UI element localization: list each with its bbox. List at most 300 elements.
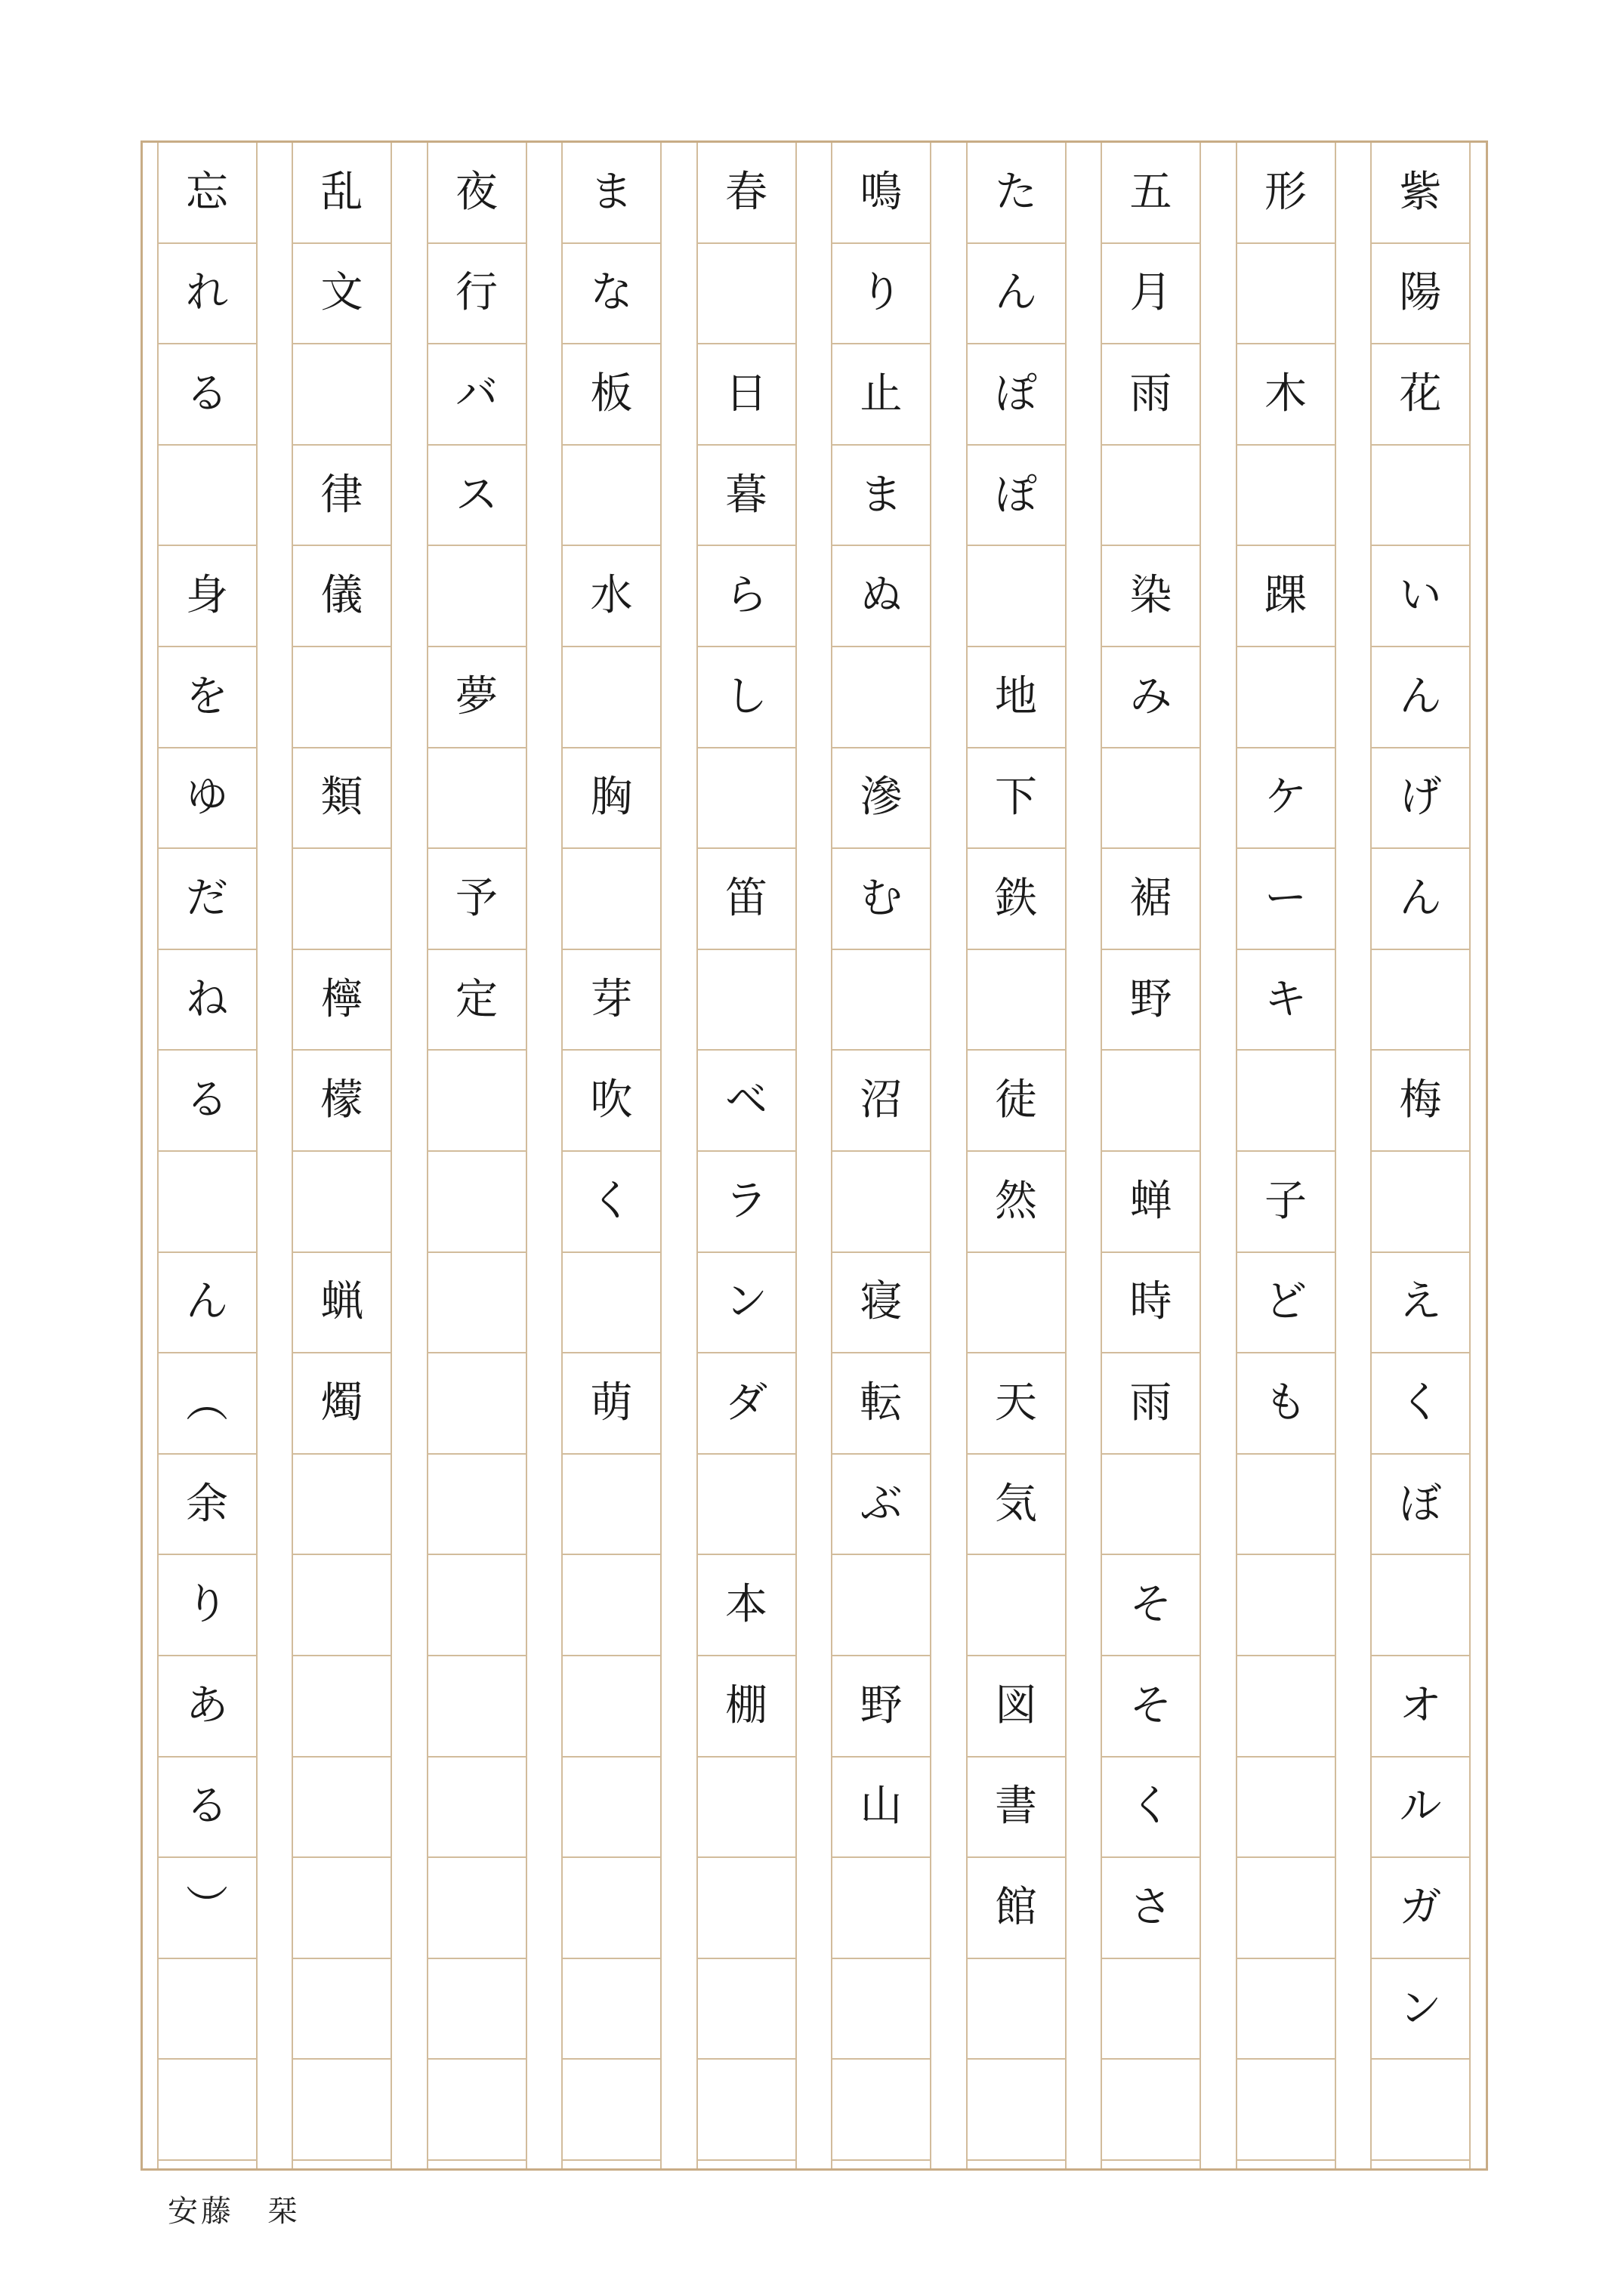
grid-cell: [1237, 1959, 1335, 2060]
grid-cell: [968, 849, 1065, 950]
grid-cell: [159, 1051, 256, 1152]
grid-cell: [968, 2060, 1065, 2161]
cell-character: だ: [186, 873, 228, 923]
grid-cell: [1102, 546, 1199, 647]
cell-character: 乱: [320, 167, 363, 217]
cell-character: 類: [320, 773, 363, 822]
grid-cell: [832, 748, 930, 850]
grid-cell: [1372, 849, 1469, 950]
grid-cell: [428, 748, 526, 850]
manuscript-grid: [140, 140, 1488, 2171]
cell-character: く: [1399, 1378, 1442, 1427]
grid-cell: [563, 1555, 660, 1656]
grid-cell: [968, 647, 1065, 748]
grid-cell: [1237, 1858, 1335, 1959]
grid-cell: [159, 1152, 256, 1253]
cell-character: 身: [186, 571, 228, 621]
grid-cell: [1237, 1555, 1335, 1656]
grid-cell: [1372, 546, 1469, 647]
grid-cell: [428, 1555, 526, 1656]
grid-cell: [698, 1051, 795, 1152]
grid-cell: [832, 546, 930, 647]
grid-cell: [698, 546, 795, 647]
grid-cell: [832, 1051, 930, 1152]
grid-cell: [1372, 647, 1469, 748]
author-name: 安藤 栞: [168, 2194, 301, 2229]
cell-character: な: [590, 268, 633, 318]
grid-cell: [698, 446, 795, 547]
grid-cell: [293, 647, 391, 748]
grid-cell: [563, 344, 660, 446]
cell-character: 燭: [320, 1378, 363, 1427]
grid-cell: [968, 1051, 1065, 1152]
grid-cell: [563, 143, 660, 244]
cell-character: た: [995, 167, 1037, 217]
grid-cell: [1372, 446, 1469, 547]
grid-cell: [563, 446, 660, 547]
cell-character: る: [186, 369, 228, 418]
grid-cell: [698, 244, 795, 345]
grid-cell: [698, 1253, 795, 1354]
grid-column: [561, 143, 662, 2168]
grid-cell: [1372, 244, 1469, 345]
grid-cell: [1102, 446, 1199, 547]
grid-cell: [968, 546, 1065, 647]
grid-cell: [832, 849, 930, 950]
cell-character: 定: [455, 974, 498, 1024]
grid-column: [1236, 143, 1336, 2168]
cell-character: ぶ: [860, 1479, 903, 1529]
grid-cell: [1237, 446, 1335, 547]
cell-character: 踝: [1264, 571, 1307, 621]
cell-character: れ: [186, 268, 228, 318]
grid-cell: [293, 1353, 391, 1455]
cell-character: み: [1129, 671, 1172, 721]
grid-cell: [428, 950, 526, 1051]
grid-cell: [698, 1858, 795, 1959]
grid-cell: [563, 2060, 660, 2161]
cell-character: る: [186, 1076, 228, 1125]
grid-cell: [563, 546, 660, 647]
grid-cell: [428, 1959, 526, 2060]
cell-character: る: [186, 1782, 228, 1832]
cell-character: 時: [1129, 1277, 1172, 1327]
grid-cell: [698, 2060, 795, 2161]
grid-cell: [832, 2060, 930, 2161]
cell-character: 止: [860, 369, 903, 418]
grid-cell: [293, 950, 391, 1051]
grid-cell: [159, 1555, 256, 1656]
grid-cell: [968, 143, 1065, 244]
grid-cell: [698, 647, 795, 748]
cell-character: 図: [995, 1680, 1037, 1730]
cell-character: ︶: [186, 1882, 228, 1932]
grid-cell: [293, 1656, 391, 1758]
grid-cell: [832, 143, 930, 244]
grid-cell: [563, 244, 660, 345]
cell-character: ま: [590, 167, 633, 217]
grid-cell: [428, 1051, 526, 1152]
grid-cell: [563, 1455, 660, 1556]
grid-cell: [159, 1656, 256, 1758]
cell-character: も: [1264, 1378, 1307, 1427]
cell-character: 笛: [725, 873, 767, 923]
grid-cell: [428, 446, 526, 547]
grid-cell: [698, 950, 795, 1051]
grid-cell: [293, 1858, 391, 1959]
grid-cell: [293, 849, 391, 950]
grid-cell: [1102, 1656, 1199, 1758]
grid-cell: [968, 1656, 1065, 1758]
grid-cell: [968, 950, 1065, 1051]
cell-character: バ: [455, 369, 498, 418]
grid-cell: [698, 1555, 795, 1656]
cell-character: 野: [860, 1680, 903, 1730]
cell-character: 夜: [455, 167, 498, 217]
grid-cell: [159, 2060, 256, 2161]
cell-character: 鉄: [995, 873, 1037, 923]
cell-character: ー: [1264, 873, 1307, 923]
grid-column: [427, 143, 527, 2168]
grid-cell: [1372, 2060, 1469, 2161]
grid-cell: [293, 1455, 391, 1556]
grid-cell: [1372, 344, 1469, 446]
grid-cell: [1102, 1959, 1199, 2060]
cell-character: 棚: [725, 1680, 767, 1730]
grid-cell: [563, 647, 660, 748]
grid-cell: [428, 244, 526, 345]
cell-character: 律: [320, 470, 363, 520]
cell-character: ん: [1399, 873, 1442, 923]
grid-cell: [698, 1152, 795, 1253]
grid-cell: [563, 1051, 660, 1152]
grid-cell: [563, 1253, 660, 1354]
grid-cell: [159, 1455, 256, 1556]
grid-cell: [968, 244, 1065, 345]
grid-column: [292, 143, 392, 2168]
grid-cell: [832, 1455, 930, 1556]
grid-cell: [698, 1758, 795, 1859]
grid-cell: [1237, 647, 1335, 748]
cell-character: 吹: [590, 1076, 633, 1125]
grid-cell: [159, 546, 256, 647]
grid-cell: [293, 1758, 391, 1859]
cell-character: 徒: [995, 1076, 1037, 1125]
grid-cell: [968, 1152, 1065, 1253]
grid-cell: [1102, 2060, 1199, 2161]
grid-cell: [698, 1455, 795, 1556]
grid-cell: [428, 1353, 526, 1455]
grid-cell: [1372, 1152, 1469, 1253]
grid-cell: [428, 849, 526, 950]
grid-cell: [428, 1253, 526, 1354]
cell-character: 裾: [1129, 873, 1172, 923]
grid-cell: [1237, 1353, 1335, 1455]
grid-cell: [1372, 143, 1469, 244]
grid-cell: [1237, 1656, 1335, 1758]
grid-cell: [159, 1353, 256, 1455]
cell-character: 下: [995, 773, 1037, 822]
grid-cell: [293, 1555, 391, 1656]
cell-character: そ: [1129, 1580, 1172, 1630]
grid-cell: [293, 143, 391, 244]
grid-cell: [293, 446, 391, 547]
cell-character: 寝: [860, 1277, 903, 1327]
cell-character: 本: [725, 1580, 767, 1630]
grid-cell: [968, 344, 1065, 446]
cell-character: 忘: [186, 167, 228, 217]
grid-cell: [1237, 344, 1335, 446]
grid-cell: [159, 244, 256, 345]
grid-cell: [563, 1353, 660, 1455]
cell-character: ス: [455, 470, 498, 520]
grid-cell: [563, 1758, 660, 1859]
cell-character: 萌: [590, 1378, 633, 1427]
grid-cell: [968, 1959, 1065, 2060]
cell-character: ダ: [725, 1378, 767, 1427]
cell-character: キ: [1264, 974, 1307, 1024]
cell-character: 子: [1264, 1176, 1307, 1226]
grid-cell: [159, 647, 256, 748]
cell-character: 水: [590, 571, 633, 621]
cell-character: 転: [860, 1378, 903, 1427]
cell-character: 文: [320, 268, 363, 318]
grid-cell: [293, 2060, 391, 2161]
cell-character: ん: [186, 1277, 228, 1327]
grid-cell: [832, 1353, 930, 1455]
grid-column: [696, 143, 797, 2168]
grid-cell: [1237, 1455, 1335, 1556]
cell-character: 然: [995, 1176, 1037, 1226]
cell-character: 予: [455, 873, 498, 923]
grid-cell: [1372, 1656, 1469, 1758]
grid-cell: [159, 446, 256, 547]
cell-character: 山: [860, 1782, 903, 1832]
cell-character: さ: [1129, 1882, 1172, 1932]
cell-character: 蝋: [320, 1277, 363, 1327]
grid-cell: [968, 748, 1065, 850]
grid-cell: [968, 1353, 1065, 1455]
grid-cell: [832, 244, 930, 345]
grid-cell: [293, 1959, 391, 2060]
grid-cell: [563, 1858, 660, 1959]
grid-cell: [1102, 143, 1199, 244]
cell-character: 染: [1129, 571, 1172, 621]
grid-cell: [832, 446, 930, 547]
grid-cell: [698, 1656, 795, 1758]
grid-cell: [1372, 1455, 1469, 1556]
grid-column: [966, 143, 1067, 2168]
cell-character: 沼: [860, 1076, 903, 1125]
cell-character: ガ: [1399, 1882, 1442, 1932]
grid-cell: [563, 748, 660, 850]
grid-cell: [832, 647, 930, 748]
grid-cell: [1372, 1959, 1469, 2060]
grid-cell: [1237, 1758, 1335, 1859]
cell-character: げ: [1399, 773, 1442, 822]
cell-character: ン: [1399, 1983, 1442, 2033]
cell-character: ラ: [725, 1176, 767, 1226]
cell-character: 形: [1264, 167, 1307, 217]
grid-cell: [698, 143, 795, 244]
grid-cell: [1237, 546, 1335, 647]
cell-character: 気: [995, 1479, 1037, 1529]
cell-character: 木: [1264, 369, 1307, 418]
grid-cell: [428, 1455, 526, 1556]
grid-cell: [1237, 244, 1335, 345]
cell-character: ベ: [725, 1076, 767, 1125]
cell-character: ケ: [1264, 773, 1307, 822]
grid-cell: [293, 546, 391, 647]
grid-cell: [832, 1555, 930, 1656]
cell-character: む: [860, 873, 903, 923]
grid-cell: [698, 1959, 795, 2060]
grid-cell: [832, 950, 930, 1051]
grid-cell: [159, 1858, 256, 1959]
grid-cell: [968, 1555, 1065, 1656]
grid-cell: [1237, 1152, 1335, 1253]
cell-character: 地: [995, 671, 1037, 721]
grid-cell: [1372, 1051, 1469, 1152]
cell-character: ん: [995, 268, 1037, 318]
grid-cell: [1237, 2060, 1335, 2161]
grid-cell: [698, 344, 795, 446]
grid-cell: [968, 1455, 1065, 1556]
grid-cell: [159, 143, 256, 244]
grid-cell: [968, 1253, 1065, 1354]
cell-character: 滲: [860, 773, 903, 822]
grid-cell: [159, 748, 256, 850]
grid-cell: [293, 1152, 391, 1253]
cell-character: ぼ: [1399, 1479, 1442, 1529]
cell-character: あ: [186, 1680, 228, 1730]
grid-cell: [1237, 849, 1335, 950]
cell-character: 儀: [320, 571, 363, 621]
grid-cell: [293, 748, 391, 850]
grid-column: [1101, 143, 1201, 2168]
cell-character: り: [860, 268, 903, 318]
grid-cell: [1237, 1051, 1335, 1152]
grid-cell: [563, 1959, 660, 2060]
cell-character: ゆ: [186, 773, 228, 822]
cell-character: 日: [725, 369, 767, 418]
grid-cell: [428, 2060, 526, 2161]
grid-cell: [832, 1152, 930, 1253]
grid-cell: [1372, 1555, 1469, 1656]
cell-character: 館: [995, 1882, 1037, 1932]
cell-character: り: [186, 1580, 228, 1630]
cell-character: 月: [1129, 268, 1172, 318]
grid-cell: [1102, 950, 1199, 1051]
cell-character: 雨: [1129, 1378, 1172, 1427]
grid-cell: [698, 1353, 795, 1455]
grid-cell: [428, 1858, 526, 1959]
grid-cell: [698, 849, 795, 950]
grid-cell: [563, 1656, 660, 1758]
cell-character: 鳴: [860, 167, 903, 217]
grid-cell: [1102, 1152, 1199, 1253]
grid-cell: [428, 344, 526, 446]
cell-character: ん: [1399, 671, 1442, 721]
grid-column: [157, 143, 258, 2168]
cell-character: 春: [725, 167, 767, 217]
grid-cell: [1372, 1858, 1469, 1959]
grid-cell: [1102, 1858, 1199, 1959]
grid-cell: [428, 647, 526, 748]
cell-character: 書: [995, 1782, 1037, 1832]
grid-cell: [1237, 950, 1335, 1051]
cell-character: 胸: [590, 773, 633, 822]
cell-character: く: [590, 1176, 633, 1226]
cell-character: そ: [1129, 1680, 1172, 1730]
grid-cell: [968, 1858, 1065, 1959]
grid-cell: [159, 1959, 256, 2060]
grid-cell: [563, 950, 660, 1051]
grid-cell: [968, 1758, 1065, 1859]
cell-character: 天: [995, 1378, 1037, 1427]
grid-cell: [1237, 1253, 1335, 1354]
cell-character: 蝉: [1129, 1176, 1172, 1226]
grid-cell: [1372, 950, 1469, 1051]
grid-cell: [1102, 647, 1199, 748]
cell-character: く: [1129, 1782, 1172, 1832]
cell-character: 檸: [320, 974, 363, 1024]
grid-cell: [428, 1152, 526, 1253]
grid-cell: [159, 950, 256, 1051]
cell-character: ぽ: [995, 369, 1037, 418]
grid-cell: [563, 1152, 660, 1253]
cell-character: ル: [1399, 1782, 1442, 1832]
grid-cell: [832, 1656, 930, 1758]
grid-cell: [1102, 1253, 1199, 1354]
grid-cell: [159, 1253, 256, 1354]
grid-cell: [1102, 344, 1199, 446]
cell-character: 五: [1129, 167, 1172, 217]
grid-cell: [832, 344, 930, 446]
cell-character: 夢: [455, 671, 498, 721]
grid-cell: [293, 1253, 391, 1354]
grid-cell: [1372, 1758, 1469, 1859]
cell-character: 雨: [1129, 369, 1172, 418]
grid-cell: [1372, 748, 1469, 850]
cell-character: 野: [1129, 974, 1172, 1024]
cell-character: 陽: [1399, 268, 1442, 318]
grid-cell: [1102, 1051, 1199, 1152]
cell-character: ど: [1264, 1277, 1307, 1327]
cell-character: し: [725, 671, 767, 721]
grid-cell: [1102, 1758, 1199, 1859]
cell-character: オ: [1399, 1680, 1442, 1730]
cell-character: を: [186, 671, 228, 721]
grid-cell: [293, 244, 391, 345]
grid-cell: [159, 849, 256, 950]
cell-character: 花: [1399, 369, 1442, 418]
cell-character: 行: [455, 268, 498, 318]
grid-cell: [832, 1959, 930, 2060]
grid-column: [1370, 143, 1471, 2168]
grid-cell: [1372, 1353, 1469, 1455]
grid-cell: [428, 1656, 526, 1758]
grid-cell: [293, 344, 391, 446]
cell-character: 余: [186, 1479, 228, 1529]
cell-character: ン: [725, 1277, 767, 1327]
grid-cell: [159, 1758, 256, 1859]
cell-character: い: [1399, 571, 1442, 621]
cell-character: ぽ: [995, 470, 1037, 520]
grid-cell: [563, 849, 660, 950]
grid-cell: [968, 446, 1065, 547]
cell-character: 芽: [590, 974, 633, 1024]
